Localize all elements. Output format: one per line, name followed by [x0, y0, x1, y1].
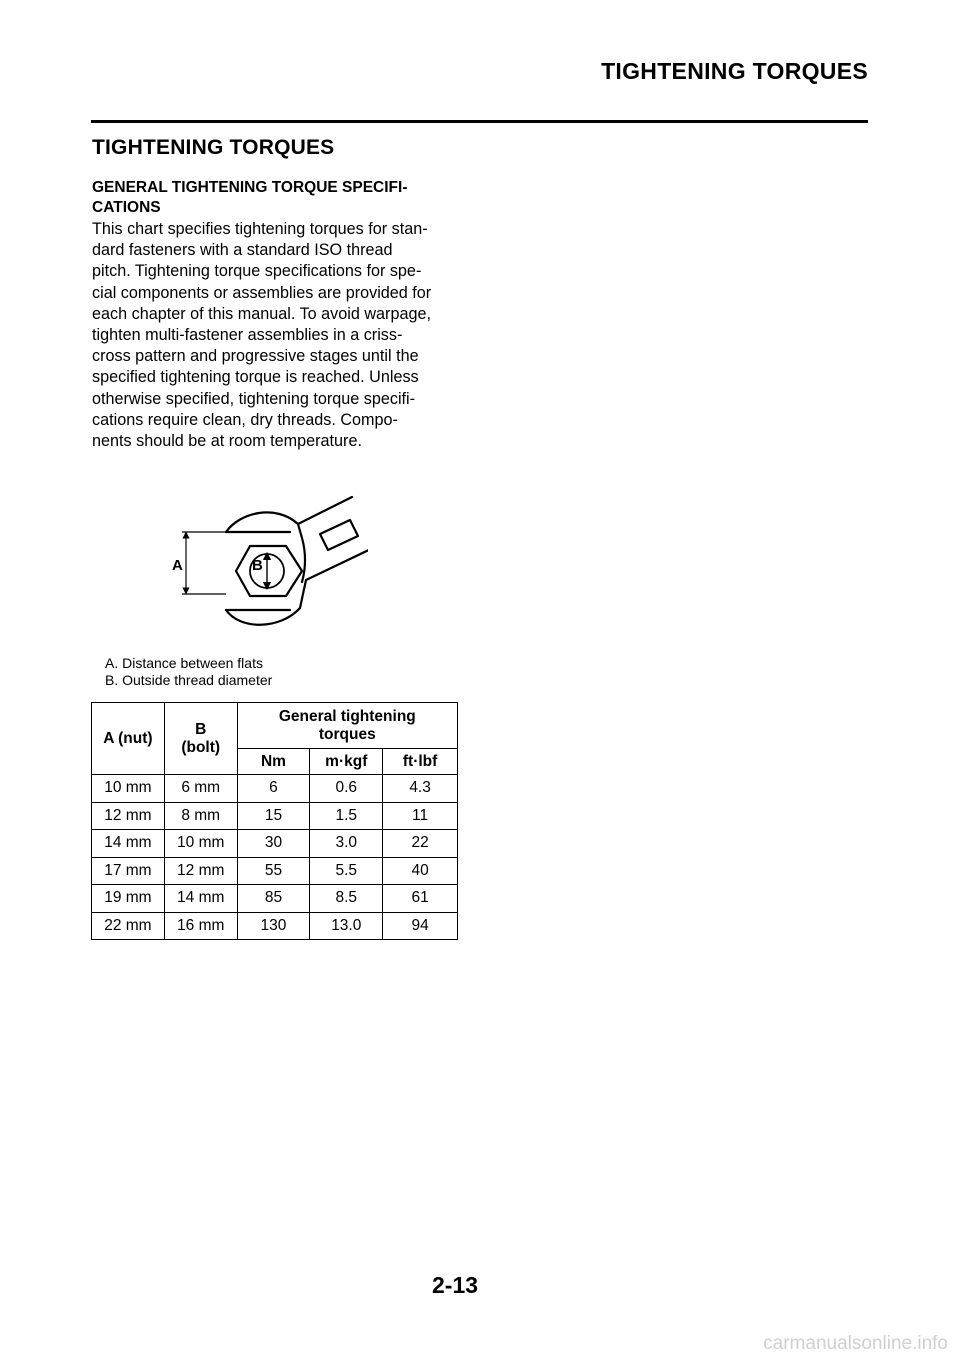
body-line: cations require clean, dry threads. Compo-: [92, 410, 398, 429]
cell-ftlbf: 61: [383, 885, 458, 913]
cell-a: 19 mm: [92, 885, 165, 913]
cell-ftlbf: 40: [383, 857, 458, 885]
body-line: This chart specifies tightening torques for stan-: [92, 220, 428, 238]
cell-b: 16 mm: [164, 912, 237, 940]
header-ftlbf: ft·lbf: [383, 749, 458, 775]
table-row: [92, 775, 458, 803]
cell-a: 14 mm: [92, 830, 165, 858]
label-a: A: [172, 557, 183, 574]
cell-a: 22 mm: [92, 912, 165, 940]
header-nm: Nm: [237, 749, 310, 775]
cell-mkgf: 1.5: [310, 802, 383, 830]
section-title: TIGHTENING TORQUES: [92, 136, 335, 159]
cell-ftlbf: 94: [383, 912, 458, 940]
cell-b: 10 mm: [164, 830, 237, 858]
caption-a: A. Distance between flats: [105, 655, 263, 671]
header-rule: [91, 120, 868, 123]
figure-captions: [105, 655, 272, 689]
cell-nm: 15: [237, 802, 310, 830]
table-row: [92, 802, 458, 830]
cell-mkgf: 0.6: [310, 775, 383, 803]
table-row: [92, 857, 458, 885]
header-a-nut: A (nut): [92, 703, 165, 775]
body-line: tighten multi-fastener assemblies in a criss-: [92, 326, 403, 345]
cell-nm: 85: [237, 885, 310, 913]
cell-nm: 30: [237, 830, 310, 858]
header-b-bolt: [164, 703, 237, 775]
subsection-title-line: GENERAL TIGHTENING TORQUE SPECIFI-: [92, 179, 408, 196]
running-header: TIGHTENING TORQUES: [601, 58, 868, 84]
cell-mkgf: 13.0: [310, 912, 383, 940]
table-row: [92, 885, 458, 913]
cell-a: 10 mm: [92, 775, 165, 803]
body-line: cross pattern and progressive stages until the: [92, 347, 419, 366]
cell-b: 8 mm: [164, 802, 237, 830]
cell-b: 14 mm: [164, 885, 237, 913]
cell-ftlbf: 11: [383, 802, 458, 830]
cell-mkgf: 3.0: [310, 830, 383, 858]
body-line: nents should be at room temperature.: [92, 432, 362, 451]
cell-b: 12 mm: [164, 857, 237, 885]
torque-table: [91, 702, 458, 940]
header-mkgf: m·kgf: [310, 749, 383, 775]
header-general-torques: [237, 703, 457, 749]
cell-b: 6 mm: [164, 775, 237, 803]
table-row: [92, 912, 458, 940]
header-b-line2: (bolt): [181, 738, 221, 756]
caption-b: B. Outside thread diameter: [105, 672, 273, 688]
cell-ftlbf: 4.3: [383, 775, 458, 803]
header-general-line1: General tightening: [278, 707, 416, 725]
body-line: each chapter of this manual. To avoid warpage,: [92, 304, 431, 323]
watermark: carmanualsonline.info: [763, 1333, 948, 1354]
body-line: pitch. Tightening torque specifications for spe-: [92, 262, 422, 281]
cell-nm: 55: [237, 857, 310, 885]
subsection-title-line: CATIONS: [92, 199, 161, 216]
cell-a: 12 mm: [92, 802, 165, 830]
body-line: cial components or assemblies are provided for: [92, 283, 432, 302]
subsection-title: [92, 178, 462, 218]
cell-ftlbf: 22: [383, 830, 458, 858]
body-line: otherwise specified, tightening torque specifi-: [92, 389, 416, 408]
header-general-line2: torques: [318, 725, 376, 743]
label-b: B: [252, 557, 263, 574]
wrench-nut-illustration: [168, 490, 368, 630]
cell-mkgf: 5.5: [310, 857, 383, 885]
cell-mkgf: 8.5: [310, 885, 383, 913]
body-line: specified tightening torque is reached. Unless: [92, 368, 419, 387]
page-number: 2-13: [432, 1272, 479, 1298]
cell-nm: 130: [237, 912, 310, 940]
cell-a: 17 mm: [92, 857, 165, 885]
table-row: [92, 830, 458, 858]
cell-nm: 6: [237, 775, 310, 803]
body-line: dard fasteners with a standard ISO thread: [92, 241, 393, 260]
header-b-line1: B: [195, 720, 207, 738]
body-paragraph: [92, 219, 472, 452]
